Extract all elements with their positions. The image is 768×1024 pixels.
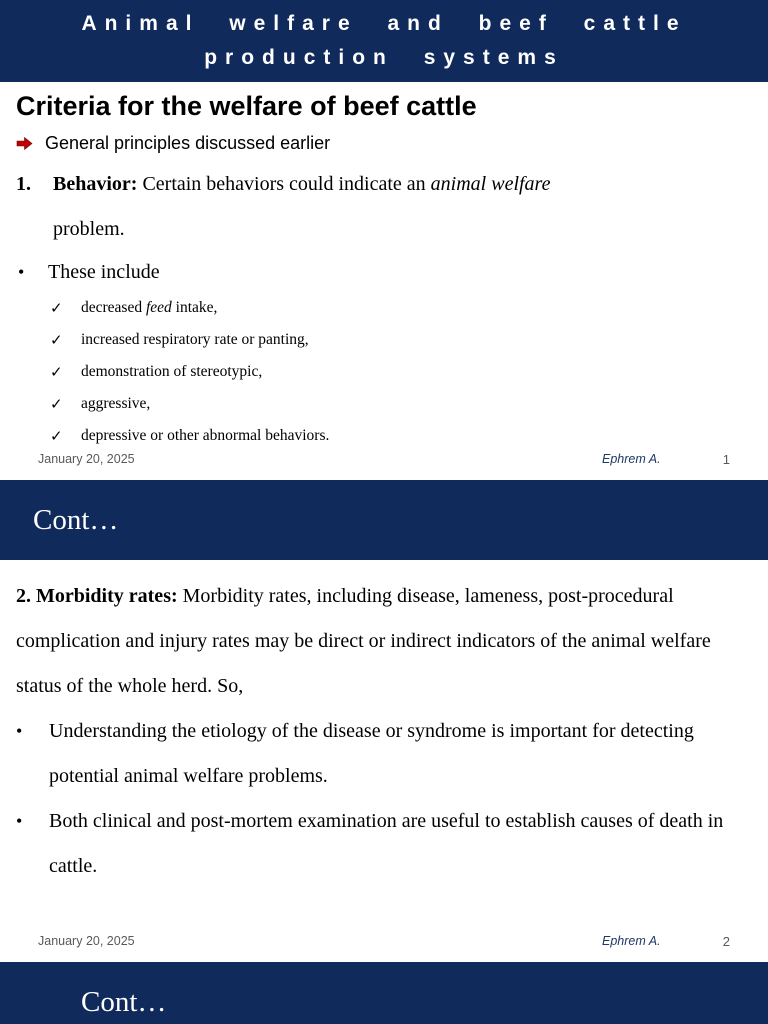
text-run: Morbidity rates, including disease, lameness, post-procedural complication and injury rates may be direct or indirect indicators of the animal welfare status of the whole herd. So,	[16, 585, 711, 697]
checkmark-icon: ✓	[50, 331, 63, 349]
slide-1	[0, 0, 768, 480]
text-run: aggressive,	[81, 395, 151, 412]
deck-title-line-2: production systems	[204, 46, 564, 69]
text-run: Behavior:	[53, 173, 138, 195]
check-item	[50, 356, 752, 388]
check-item-text	[81, 331, 309, 348]
page-number: 2	[722, 934, 730, 949]
red-arrow-icon	[16, 135, 33, 152]
text-run: intake,	[171, 299, 218, 316]
slide-2	[0, 480, 768, 962]
text-run: Certain behaviors could indicate an	[137, 173, 431, 195]
text-run: demonstration of stereotypic,	[81, 363, 263, 380]
bullet-item-text: Both clinical and post-mortem examination are useful to establish causes of death in cattle.	[49, 810, 724, 877]
slide-3-title-bar	[0, 962, 768, 1024]
slide-2-footer	[0, 934, 768, 952]
footer-date: January 20, 2025	[38, 452, 135, 466]
check-item	[50, 324, 752, 356]
slide-1-heading: Criteria for the welfare of beef cattle	[16, 91, 477, 121]
text-run: decreased	[81, 299, 146, 316]
bullet-these-include	[18, 252, 752, 292]
text-run: problem.	[53, 218, 125, 240]
footer-author: Ephrem A.	[602, 452, 661, 466]
check-item	[50, 420, 752, 452]
bullet-icon: •	[16, 811, 23, 831]
check-item	[50, 388, 752, 420]
text-run: depressive or other abnormal behaviors.	[81, 427, 330, 444]
item-number: 1.	[16, 173, 31, 195]
check-list	[50, 292, 752, 452]
text-run: 2. Morbidity rates:	[16, 585, 178, 607]
slide-2-title-bar	[0, 480, 768, 560]
bullet-text: These include	[48, 261, 160, 283]
check-item-text	[81, 299, 217, 316]
bullet-item	[16, 799, 738, 889]
subheading-text: General principles discussed earlier	[45, 133, 331, 153]
checkmark-icon: ✓	[50, 363, 63, 381]
footer-date: January 20, 2025	[38, 934, 135, 948]
slide-1-title-bar	[0, 0, 768, 82]
check-item	[50, 292, 752, 324]
footer-author: Ephrem A.	[602, 934, 661, 948]
checkmark-icon: ✓	[50, 299, 63, 317]
check-item-text	[81, 395, 150, 412]
deck-title-line-1: Animal welfare and beef cattle	[81, 12, 687, 35]
bullet-icon: •	[18, 262, 25, 282]
checkmark-icon: ✓	[50, 427, 63, 445]
numbered-item-behavior	[16, 162, 716, 252]
item-text	[53, 173, 550, 240]
check-item-text	[81, 363, 262, 380]
bullet-item	[16, 709, 738, 799]
text-run: animal welfare	[430, 173, 551, 195]
slide-3-title: Cont…	[81, 985, 167, 1018]
bullet-item-text: Understanding the etiology of the disease or syndrome is important for detecting potential animal welfare problems.	[49, 720, 694, 787]
checkmark-icon: ✓	[50, 395, 63, 413]
bullet-list	[16, 709, 738, 889]
check-item-text	[81, 427, 329, 444]
subheading-line	[16, 132, 768, 154]
morbidity-paragraph	[16, 574, 752, 709]
slide-1-footer	[0, 452, 768, 470]
page-number: 1	[722, 452, 730, 467]
text-run: feed	[145, 299, 172, 316]
slide-2-title: Cont…	[33, 503, 119, 536]
slide-3	[0, 962, 768, 1024]
bullet-icon: •	[16, 721, 23, 741]
text-run: increased respiratory rate or panting,	[81, 331, 309, 348]
